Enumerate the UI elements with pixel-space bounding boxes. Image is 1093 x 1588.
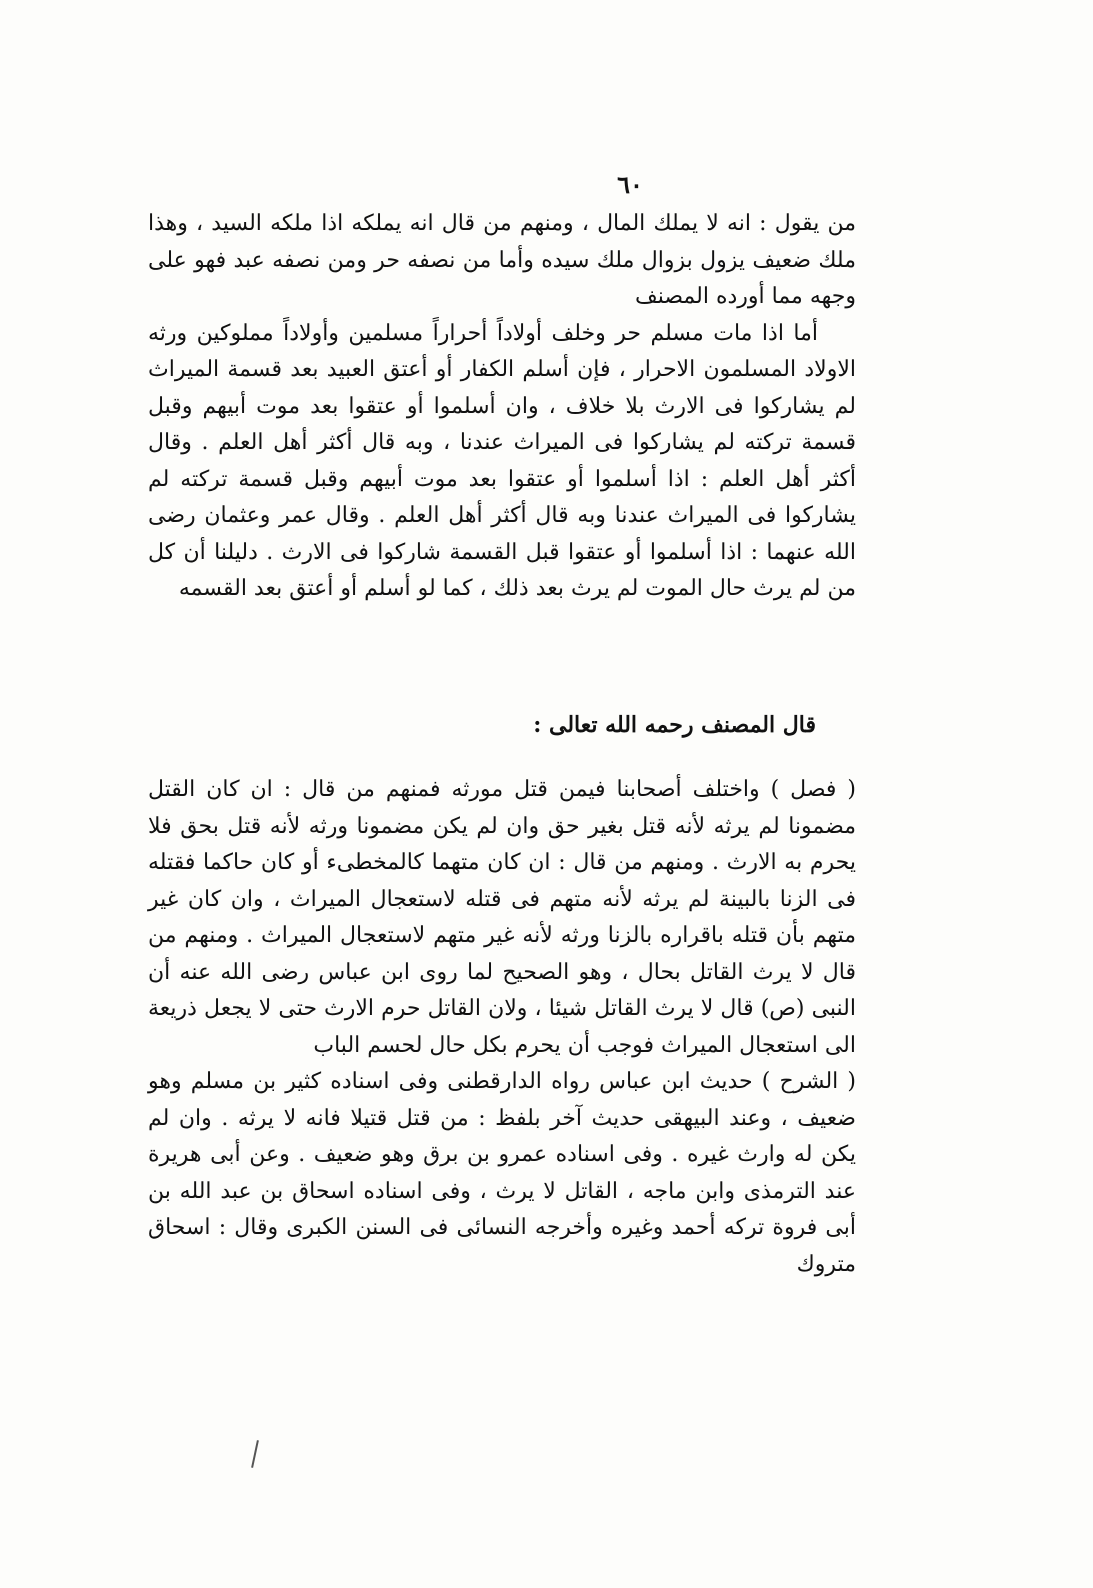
paragraph: ( فصل ) واختلف أصحابنا فيمن قتل مورثه فمنهم من قال : ان كان القتل مضمونا لم يرثه لأنه قتل بغير حق وان لم يكن مضمونا ورثه لأنه قتل بحق فلا يحرم به الارث . ومنهم من قال : ان كان متهما كالمخطىء أو كان حاكما فقتله فى الزنا بالبينة لم يرثه لأنه متهم فى قتله لاستعجال الميراث ، وان كان غير متهم بأن قتله باقراره بالزنا ورثه لأنه غير متهم لاستعجال الميراث . ومنهم من قال لا يرث القاتل بحال ، وهو الصحيح لما روى ابن عباس رضى الله عنه أن النبى (ص) قال لا يرث القاتل شيئا ، ولان القاتل حرم الارث حتى لا يجعل ذريعة الى استعجال الميراث فوجب أن يحرم بكل حال لحسم الباب <box>148 777 856 1058</box>
text-section-bottom <box>148 772 856 1283</box>
text-section-top <box>148 206 856 608</box>
stray-mark <box>251 1440 259 1468</box>
section-heading: قال المصنف رحمه الله تعالى : <box>533 712 816 738</box>
paragraph: من يقول : انه لا يملك المال ، ومنهم من قال انه يملكه اذا ملكه السيد ، وهذا ملك ضعيف يزول بزوال ملك سيده وأما من نصفه حر ومن نصفه عبد فهو على وجهه مما أورده المصنف <box>148 211 856 309</box>
paragraph: أما اذا مات مسلم حر وخلف أولاداً أحراراً مسلمين وأولاداً مملوكين ورثه الاولاد المسلمون الاحرار ، فإن أسلم الكفار أو أعتق العبيد بعد قسمة الميراث لم يشاركوا فى الارث بلا خلاف ، وان أسلموا أو عتقوا بعد موت أبيهم وقبل قسمة تركته لم يشاركوا فى الميراث عندنا ، وبه قال أكثر أهل العلم . وقال أكثر أهل العلم : اذا أسلموا أو عتقوا بعد موت أبيهم وقبل قسمة تركته لم يشاركوا فى الميراث عندنا وبه قال أكثر أهل العلم . وقال عمر وعثمان رضى الله عنهما : اذا أسلموا أو عتقوا قبل القسمة شاركوا فى الارث . دليلنا أن كل من لم يرث حال الموت لم يرث بعد ذلك ، كما لو أسلم أو أعتق بعد القسمه <box>148 320 856 601</box>
paragraph: ( الشرح ) حديث ابن عباس رواه الدارقطنى وفى اسناده كثير بن مسلم وهو ضعيف ، وعند البيهقى حديث آخر بلفظ : من قتل قتيلا فانه لا يرثه . وان لم يكن له وارث غيره . وفى اسناده عمرو بن برق وهو ضعيف . وعن أبى هريرة عند الترمذى وابن ماجه ، القاتل لا يرث ، وفى اسناده اسحاق بن عبد الله بن أبى فروة تركه أحمد وغيره وأخرجه النسائى فى السنن الكبرى وقال : اسحاق متروك <box>148 1069 856 1277</box>
page-number: ٦٠ <box>617 170 643 199</box>
